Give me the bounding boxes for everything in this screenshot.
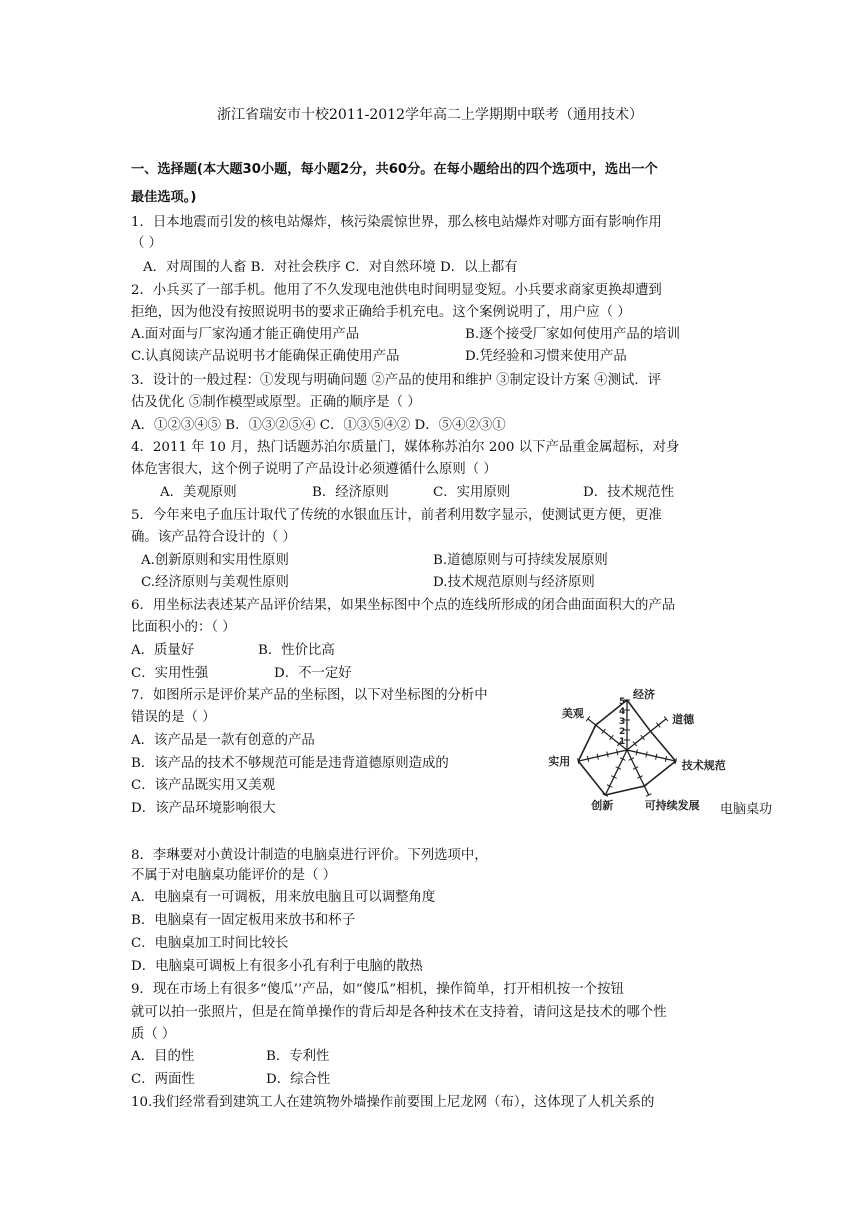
radar-tick (607, 752, 608, 758)
q5-option-a: A.创新原则和实用性原则 (141, 553, 289, 568)
q4-stem: 4．2011 年 10 月，热门话题苏泊尔质量门，媒体称苏泊尔 200 以下产品重金属超标，对身 (131, 440, 680, 455)
q2-option-c: C.认真阅读产品说明书才能确保正确使用产品 (131, 349, 400, 364)
q9-option-b: B．专利性 (266, 1049, 330, 1064)
radar-tick (656, 754, 657, 760)
radar-axis-label: 道德 (672, 712, 695, 726)
q6-option-d: D．不一定好 (274, 666, 352, 681)
radar-axis-label: 创新 (591, 799, 614, 813)
q2-stem-cont: 拒绝，因为他没有按照说明书的要求正确给手机充电。这个案例说明了，用户应（ ） (131, 305, 631, 320)
q9-stem-end: 质（ ） (131, 1027, 176, 1042)
radar-tick (636, 749, 637, 755)
q5-stem-cont: 确。该产品符合设计的（ ） (131, 530, 296, 545)
q8-stem: 8．李琳要对小黄设计制造的电脑桌进行评价。下列选项中， (131, 848, 488, 863)
q8-option-c: C．电脑桌加工时间比较长 (131, 936, 289, 951)
q3-options: A．①②③④⑤ B．①③②⑤④ C．①③⑤④② D．⑤④②③① (131, 418, 506, 433)
q8-option-d: D．电脑桌可调板上有很多小孔有利于电脑的散热 (131, 959, 423, 974)
radar-scale-label: 3 (619, 717, 626, 727)
page-title: 浙江省瑞安市十校2011-2012学年高二上学期期中联考（通用技术） (217, 107, 643, 123)
q5-option-c: C.经济原则与美观性原则 (141, 575, 289, 590)
radar-tick (597, 754, 598, 760)
q4-stem-cont: 体危害很大，这个例子说明了产品设计必须遵循什么原则（ ） (131, 462, 497, 477)
radar-tick (665, 756, 666, 762)
radar-tick (587, 756, 588, 762)
q6-option-a: A．质量好 (131, 643, 195, 658)
radar-tick (617, 749, 618, 755)
section-heading-cont: 最佳选项。) (131, 190, 197, 205)
q8-option-b: B．电脑桌有一固定板用来放书和杯子 (131, 913, 356, 928)
q4-option-d: D．技术规范性 (583, 485, 675, 500)
q7-option-d: D．该产品环境影响很大 (131, 801, 276, 816)
q2-stem: 2．小兵买了一部手机。他用了不久发现电池供电时间明显变短。小兵要求商家更换却遭到 (131, 283, 662, 298)
evaluation-radar-diagram (545, 688, 726, 818)
diagram-caption: 电脑桌功 (720, 802, 773, 817)
q6-option-b: B．性价比高 (258, 643, 335, 658)
q3-stem-cont: 估及优化 ⑤制作模型或原型。正确的顺序是（ ） (131, 395, 421, 410)
q6-option-c: C．实用性强 (131, 666, 209, 681)
q4-option-a: A．美观原则 (160, 485, 237, 500)
q4-option-c: C．实用原则 (433, 485, 511, 500)
q2-option-d: D.凭经验和习惯来使用产品 (465, 349, 627, 364)
radar-scale-label: 2 (619, 727, 626, 737)
section-heading: 一、选择题(本大题30小题，每小题2分，共60分。在每小题给出的四个选项中，选出一个 (131, 162, 658, 177)
radar-axis (578, 750, 627, 761)
q2-option-b: B.逐个接受厂家如何使用产品的培训 (465, 327, 680, 342)
q9-stem: 9．现在市场上有很多“傻瓜’’产品，如“傻瓜”相机，操作简单，打开相机按一个按钮 (131, 982, 624, 997)
q7-option-a: A．该产品是一款有创意的产品 (131, 733, 315, 748)
radar-axis (627, 719, 666, 750)
radar-axis-label: 经济 (633, 688, 655, 701)
radar-axis-label: 技术规范 (681, 759, 726, 773)
q8-option-a: A．电脑桌有一可调板，用来放电脑且可以调整角度 (131, 890, 436, 905)
q5-option-b: B.道德原则与可持续发展原则 (433, 553, 608, 568)
q1-options: A．对周围的人畜 B．对社会秩序 C．对自然环境 D．以上都有 (143, 260, 518, 275)
radar-axis-label: 美观 (561, 706, 584, 720)
q3-stem: 3．设计的一般过程：①发现与明确问题 ②产品的使用和维护 ③制定设计方案 ④测试．评 (131, 373, 662, 388)
q6-stem-cont: 比面积小的：（ ） (131, 620, 236, 635)
q9-option-d: D．综合性 (266, 1072, 331, 1087)
q5-stem: 5．今年来电子血压计取代了传统的水银血压计，前者利用数字显示，使测试更方便，更准 (131, 508, 662, 523)
radar-tick (646, 752, 647, 758)
radar-axis-label: 实用 (548, 755, 571, 769)
radar-scale-label: 1 (619, 737, 626, 747)
q9-option-a: A．目的性 (131, 1049, 195, 1064)
q1-stem: 1．日本地震而引发的核电站爆炸，核污染震惊世界，那么核电站爆炸对哪方面有影响作用 (131, 215, 662, 230)
q8-stem-cont: 不属于对电脑桌功能评价的是（ ） (131, 868, 337, 883)
q6-stem: 6．用坐标法表述某产品评价结果，如果坐标图中个点的连线所形成的闭合曲面面积大的产品 (131, 598, 676, 613)
radar-scale-label: 4 (619, 707, 626, 717)
radar-axis (605, 750, 627, 795)
q7-stem: 7．如图所示是评价某产品的坐标图，以下对坐标图的分析中 (131, 688, 488, 703)
radar-axis-label: 可持续发展 (644, 799, 700, 813)
q1-stem-cont: （ ） (131, 236, 163, 251)
q7-option-b: B．该产品的技术不够规范可能是违背道德原则造成的 (131, 756, 449, 771)
q2-option-a: A.面对面与厂家沟通才能正确使用产品 (131, 327, 360, 342)
q9-option-c: C．两面性 (131, 1072, 195, 1087)
q10-stem: 10.我们经常看到建筑工人在建筑物外墙操作前要围上尼龙网（布），这体现了人机关系的 (131, 1095, 655, 1110)
q7-stem-cont: 错误的是（ ） (131, 710, 216, 725)
q7-option-c: C．该产品既实用又美观 (131, 778, 276, 793)
q9-stem-cont: 就可以拍一张照片，但是在简单操作的背后却是各种技术在支持着，请问这是技术的哪个性 (131, 1005, 667, 1020)
radar-scale-label: 5 (619, 697, 626, 707)
q5-option-d: D.技术规范原则与经济原则 (433, 575, 595, 590)
q4-option-b: B．经济原则 (312, 485, 389, 500)
